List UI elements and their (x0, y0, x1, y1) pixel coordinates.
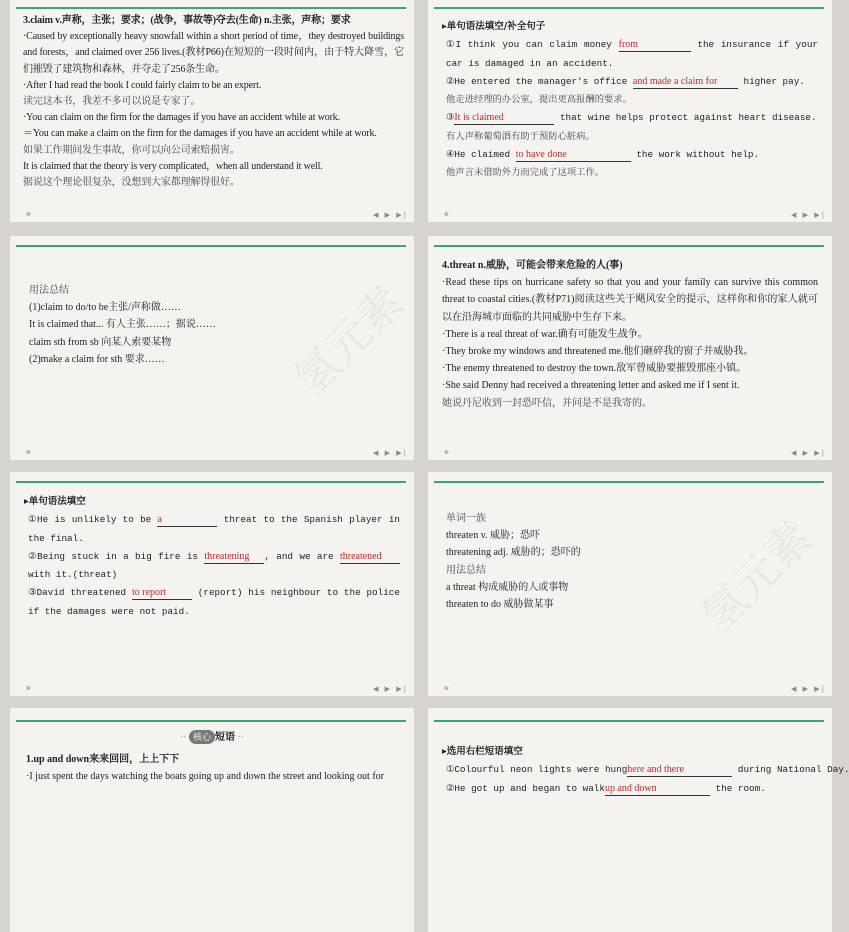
slide-nav-icon[interactable]: ◀ ▶ ▶| (791, 211, 826, 219)
answer-blank[interactable]: to have done (516, 149, 631, 162)
section-heading: ▸单句语法填空 (24, 496, 86, 507)
logo-icon: ❀ (26, 211, 32, 218)
question-3: ③David threatened to report (report) his neighbour to the police if the damages were not paid. (28, 587, 400, 617)
logo-icon: ❀ (26, 449, 32, 456)
example: ·She said Denny had received a threatening letter and asked me if I sent it. (442, 380, 740, 392)
slide-threat-examples[interactable] (428, 236, 832, 460)
logo-icon: ❀ (444, 685, 450, 692)
example: ·After I had read the book I could fairly claim to be an expert. (23, 79, 262, 91)
slide-threat-word-family[interactable] (428, 472, 832, 696)
divider (16, 7, 406, 9)
question-1: ①I think you can claim money from the insurance if your car is damaged in an accident. (446, 39, 818, 69)
logo-icon: ❀ (444, 449, 450, 456)
answer-blank[interactable]: It is claimed (454, 112, 554, 125)
slide-claim-exercises[interactable] (428, 0, 832, 222)
translation: 有人声称葡萄酒有助于预防心脏病。 (446, 130, 595, 142)
divider (434, 7, 824, 9)
example: ·Caused by exceptionally heavy snowfall within a short period of time，they destroyed buildings and forests，and claimed over 256 lives.(教材P66)在短短的一段时间内，由于特大降雪，它们摧毁了建筑物和森林，并夺走了256条生命。 (23, 31, 404, 75)
divider (16, 245, 406, 247)
slide-nav-icon[interactable]: ◀ ▶ ▶| (373, 685, 408, 693)
word-item: threaten v. 威胁；恐吓 (446, 530, 541, 542)
example: ＝You can make a claim on the firm for the damages if you have an accident while at work. (23, 128, 377, 140)
answer-blank[interactable]: threatened (340, 551, 400, 564)
translation: 如果工作期间发生事故，你可以向公司索赔损害。 (23, 144, 240, 156)
divider (434, 245, 824, 247)
answer-blank[interactable]: a (157, 514, 217, 527)
question-4: ④He claimed to have done the work without help. (446, 149, 760, 161)
example: ·There is a real threat of war.确有可能发生战争。 (442, 328, 648, 340)
slide-title: 1.up and down来来回回，上上下下 (26, 754, 180, 765)
answer-blank[interactable]: here and there (627, 764, 732, 777)
answer-blank[interactable]: and made a claim for (633, 76, 738, 89)
section-heading: ▸选用右栏短语填空 (442, 746, 523, 757)
usage-item: (1)claim to do/to be主张/声称做…… (29, 302, 181, 314)
translation: 他声言未借助外力而完成了这项工作。 (446, 167, 605, 179)
slide-claim-usage[interactable] (10, 236, 414, 460)
logo-icon: ❀ (444, 211, 450, 218)
word-item: threatening adj. 威胁的；恐吓的 (446, 547, 581, 559)
question-1: ①Colourful neon lights were hunghere and there during National Day. (446, 764, 849, 776)
usage-item: a threat 构成威胁的人或事物 (446, 581, 569, 593)
usage-item: It is claimed that... 有人主张……；据说…… (29, 319, 216, 331)
usage-heading: 用法总结 (446, 564, 486, 576)
watermark: 氢元素 (692, 512, 822, 642)
question-1: ①He is unlikely to be a threat to the Spanish player in the final. (28, 514, 400, 544)
slide-claim-examples[interactable] (10, 0, 414, 222)
word-family-heading: 单词一族 (446, 513, 486, 524)
question-2: ②Being stuck in a big fire is threatening , and we are threatened with it.(threat) (28, 548, 400, 585)
usage-item: (2)make a claim for sth 要求…… (29, 353, 165, 365)
example: ·Read these tips on hurricane safety so that you and your family can survive this common threat to coastal cities.(教材P71)阅读这些关于飓风安全的提示，这样你和你的家人就可以在沿海城市面临的共同威胁中生存下来。 (442, 277, 818, 323)
answer-blank[interactable]: up and down (605, 783, 710, 796)
answer-blank[interactable]: threatening (204, 551, 264, 564)
section-header: ·· 核心 短语 ·· (179, 732, 245, 743)
question-2: ②He entered the manager’s office and made a claim for higher pay. (446, 75, 805, 87)
section-heading: ▸单句语法填空/补全句子 (442, 21, 546, 32)
slide-threat-exercises[interactable] (10, 472, 414, 696)
slide-nav-icon[interactable]: ◀ ▶ ▶| (791, 685, 826, 693)
divider (16, 720, 406, 722)
section-title: 短语 (215, 732, 235, 743)
slide-core-phrases[interactable] (10, 708, 414, 932)
example: It is claimed that the theory is very complicated，when all understand it well. (23, 160, 323, 172)
translation: 她说丹尼收到一封恐吓信，并问是不是我寄的。 (442, 397, 652, 409)
slide-nav-icon[interactable]: ◀ ▶ ▶| (373, 449, 408, 457)
slide-nav-icon[interactable]: ◀ ▶ ▶| (373, 211, 408, 219)
divider (434, 481, 824, 483)
slide-nav-icon[interactable]: ◀ ▶ ▶| (791, 449, 826, 457)
example: ·They broke my windows and threatened me.他们砸碎我的窗子并威胁我。 (442, 346, 754, 358)
translation: 读完这本书，我差不多可以说是专家了。 (23, 96, 201, 108)
example: ·You can claim on the firm for the damages if you have an accident while at work. (23, 112, 341, 124)
usage-heading: 用法总结 (29, 285, 69, 296)
question-2: ②He got up and began to walkup and down the room. (446, 782, 766, 794)
example: ·I just spent the days watching the boats going up and down the street and looking out for (26, 771, 384, 783)
question-3: ③It is claimed that wine helps protect against heart disease. (446, 112, 817, 124)
divider (434, 720, 824, 722)
translation: 他走进经理的办公室，提出更高报酬的要求。 (446, 94, 632, 106)
usage-item: threaten to do 威胁做某事 (446, 599, 554, 611)
usage-item: claim sth from sb 向某人索要某物 (29, 336, 172, 348)
watermark: 氢元素 (284, 276, 414, 406)
slide-title: 3.claim v.声称，主张；要求；(战争，事故等)夺去(生命) n.主张，声称；要求 (23, 15, 351, 26)
translation: 据说这个理论很复杂，没想到大家都理解得很好。 (23, 177, 240, 189)
slide-title: 4.threat n.威胁，可能会带来危险的人(事) (442, 260, 623, 271)
example: ·The enemy threatened to destroy the town.敌军曾威胁要摧毁那座小镇。 (442, 363, 747, 375)
logo-icon: ❀ (26, 685, 32, 692)
slide-phrase-exercises[interactable] (428, 708, 849, 932)
answer-blank[interactable]: from (619, 39, 691, 52)
answer-blank[interactable]: to report (132, 587, 192, 600)
divider (16, 481, 406, 483)
core-badge: 核心 (189, 730, 215, 744)
